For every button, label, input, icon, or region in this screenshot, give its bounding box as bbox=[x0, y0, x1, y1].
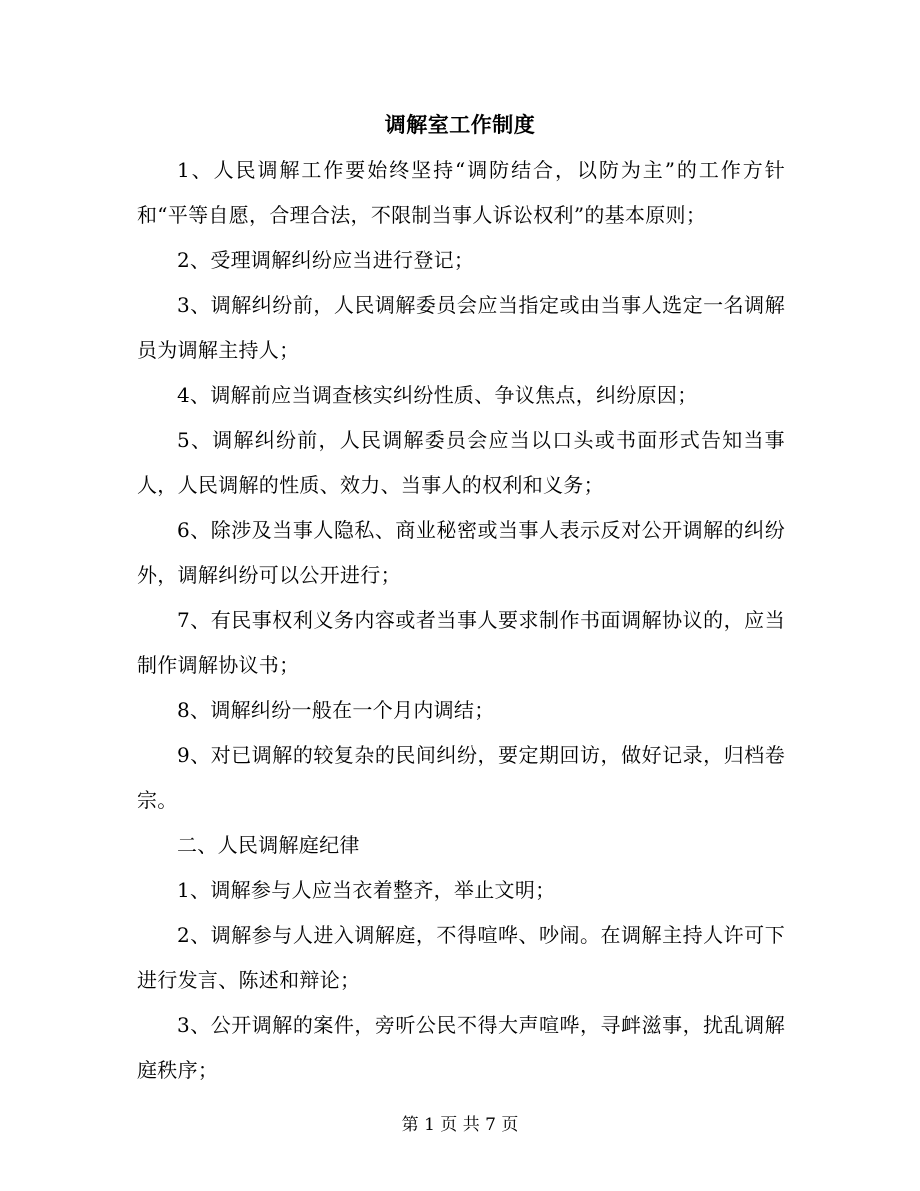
paragraph-item-3: 3、调解纠纷前，人民调解委员会应当指定或由当事人选定一名调解员为调解主持人； bbox=[137, 293, 785, 362]
discipline-item-3: 3、公开调解的案件，旁听公民不得大声喧哗，寻衅滋事，扰乱调解庭秩序； bbox=[137, 1013, 785, 1082]
discipline-item-1: 1、调解参与人应当衣着整齐，举止文明； bbox=[177, 878, 556, 902]
section-heading: 二、人民调解庭纪律 bbox=[177, 833, 360, 857]
paragraph-item-2: 2、受理调解纠纷应当进行登记； bbox=[177, 248, 475, 272]
paragraph-item-8: 8、调解纠纷一般在一个月内调结； bbox=[177, 698, 495, 722]
discipline-item-2: 2、调解参与人进入调解庭，不得喧哗、吵闹。在调解主持人许可下进行发言、陈述和辩论； bbox=[137, 923, 785, 992]
paragraph-item-9: 9、对已调解的较复杂的民间纠纷，要定期回访，做好记录，归档卷宗。 bbox=[137, 743, 785, 812]
paragraph-item-4: 4、调解前应当调查核实纠纷性质、争议焦点，纠纷原因； bbox=[177, 383, 698, 407]
paragraph-item-7: 7、有民事权利义务内容或者当事人要求制作书面调解协议的，应当制作调解协议书； bbox=[137, 608, 785, 677]
document-title: 调解室工作制度 bbox=[384, 113, 536, 137]
paragraph-item-1: 1、人民调解工作要始终坚持“调防结合，以防为主”的工作方针和“平等自愿，合理合法，不限制当事人诉讼权利”的基本原则； bbox=[137, 158, 785, 227]
paragraph-item-5: 5、调解纠纷前，人民调解委员会应当以口头或书面形式告知当事人，人民调解的性质、效力、当事人的权利和义务； bbox=[137, 428, 785, 497]
paragraph-item-6: 6、除涉及当事人隐私、商业秘密或当事人表示反对公开调解的纠纷外，调解纠纷可以公开进行； bbox=[137, 518, 785, 587]
page-number-footer: 第 1 页 共 7 页 bbox=[401, 1115, 519, 1135]
document-body bbox=[137, 148, 785, 1093]
